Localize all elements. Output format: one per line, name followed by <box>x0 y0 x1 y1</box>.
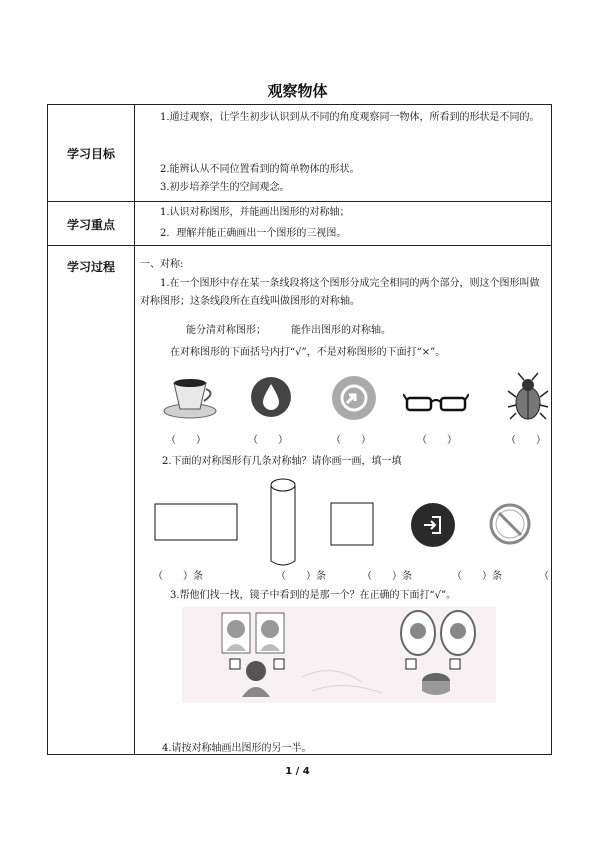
question-3: 3.帮他们找一找，镜子中看到的是那一个？在正确的下面打“√”。 <box>170 590 457 601</box>
goal-item-1: 1.通过观察，让学生初步认识到从不同的角度观察同一物体，所看到的形状是不同的。 <box>160 112 540 123</box>
section-symmetry-heading: 一、对称: <box>140 259 184 270</box>
keypoint-item-2: 2．理解并能正确画出一个图形的三视图。 <box>160 228 347 239</box>
row-label-goals: 学习目标 <box>66 147 115 161</box>
goal-item-3: 3.初步培养学生的空间观念。 <box>160 182 290 193</box>
axis-count-blank[interactable]: （ ）条 <box>276 571 326 582</box>
question-4: 4.请按对称轴画出图形的另一半。 <box>162 743 312 754</box>
axis-count-blank[interactable]: （ ）条 <box>452 571 502 582</box>
definition-paragraph: 1.在一个图形中存在某一条线段将这个图形分成完全相同的两个部分，则这个图形叫做对称图形；这条线段所在直线叫做图形的对称轴。 <box>140 278 540 307</box>
row-divider <box>48 245 551 246</box>
answer-blank[interactable]: （ ） <box>166 435 206 446</box>
row-divider <box>48 201 551 202</box>
rectangle-shape <box>154 503 238 541</box>
task-instruction: 在对称图形的下面括号内打“√”，不是对称图形的下面打“×”。 <box>170 347 446 358</box>
page-title: 观察物体 <box>267 82 328 100</box>
teacup-icon <box>160 371 220 423</box>
answer-blank[interactable]: （ ） <box>506 435 546 446</box>
column-divider <box>134 105 135 754</box>
login-icon <box>410 502 456 548</box>
axis-count-blank[interactable]: （ <box>539 571 549 582</box>
ability-line: 能分清对称图形； 能作出图形的对称轴。 <box>186 325 391 336</box>
question-2: 2.下面的对称图形有几条对称轴？请你画一画，填一填 <box>162 456 402 467</box>
answer-blank[interactable]: （ ） <box>331 435 371 446</box>
lesson-table <box>47 104 552 755</box>
glasses-icon <box>403 390 469 414</box>
axis-count-blank[interactable]: （ ）条 <box>153 571 203 582</box>
beetle-icon <box>506 371 550 423</box>
recycle-circle-icon <box>331 375 377 421</box>
mirror-photo <box>182 607 496 703</box>
cylinder-shape <box>268 477 298 569</box>
goal-item-2: 2.能辨认从不同位置看到的简单物体的形状。 <box>160 164 360 175</box>
water-drop-icon <box>249 375 293 419</box>
answer-blank[interactable]: （ ） <box>248 435 288 446</box>
square-shape <box>330 502 374 546</box>
row-label-process: 学习过程 <box>66 260 115 274</box>
answer-blank[interactable]: （ ） <box>417 435 457 446</box>
row-label-keypoints: 学习重点 <box>66 218 115 232</box>
axis-count-blank[interactable]: （ ）条 <box>362 571 412 582</box>
page-number: 1 / 4 <box>285 766 310 777</box>
keypoint-item-1: 1.认识对称图形，并能画出图形的对称轴； <box>160 207 350 218</box>
no-entry-icon <box>488 502 532 546</box>
